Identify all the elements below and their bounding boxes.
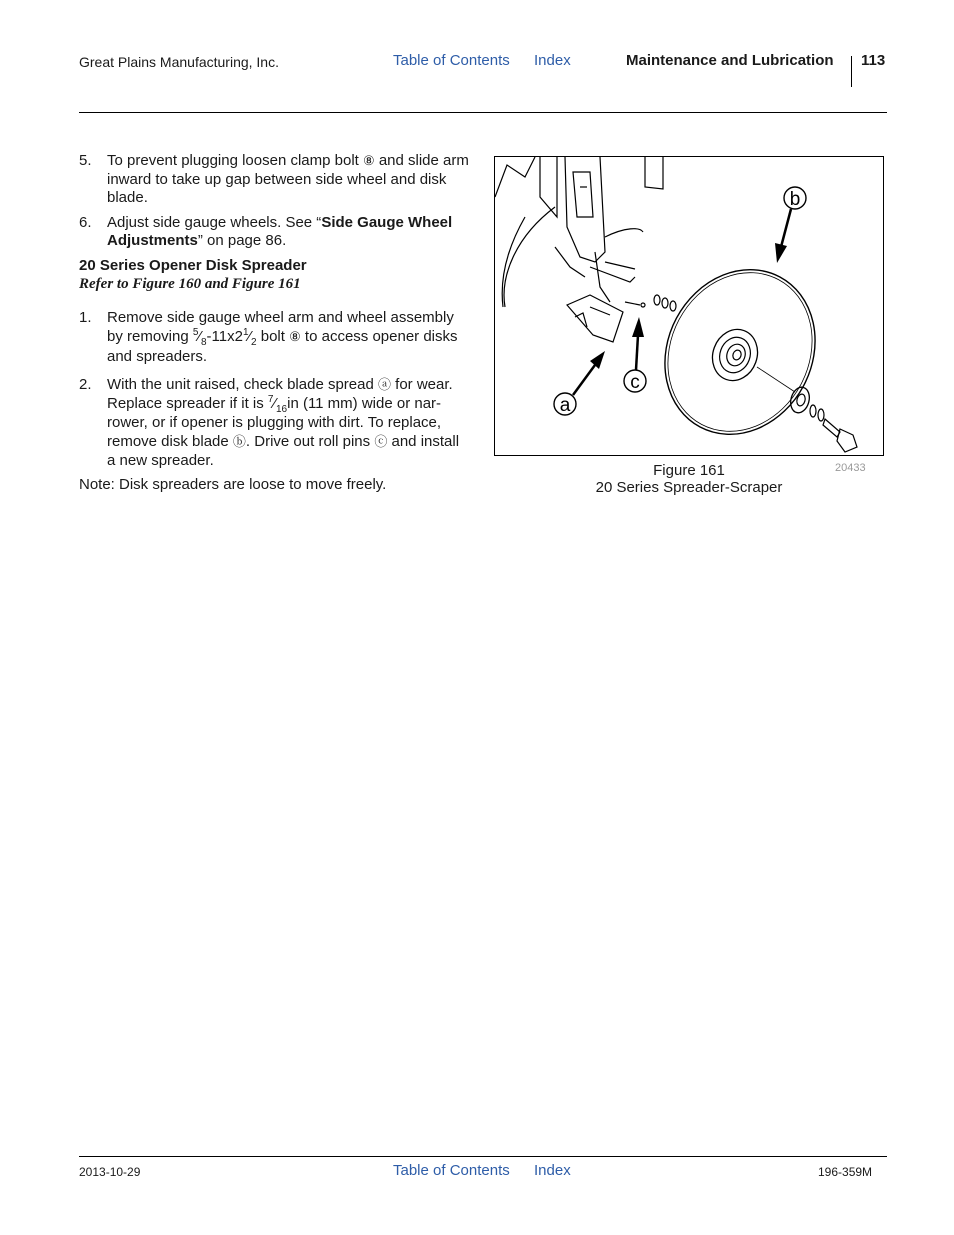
callout-a-label: a	[559, 395, 571, 416]
toc-link-footer[interactable]: Table of Contents	[393, 1162, 510, 1179]
left-column	[79, 152, 469, 495]
header-divider	[851, 56, 852, 87]
figure-caption	[494, 462, 884, 496]
step-5: 5. To prevent plugging loosen clamp bolt ⑧ and slide arm inward to take up gap between side wheel and disk blade.	[79, 152, 469, 206]
figure-title: 20 Series Spreader-Scraper	[595, 479, 783, 496]
spreader-scraper-illustration	[495, 157, 884, 456]
figure-number: Figure 161	[653, 462, 725, 479]
page-number: 113	[861, 52, 886, 69]
footer-date: 2013-10-29	[79, 1165, 141, 1179]
step-6: 6. Adjust side gauge wheels. See “Side Gauge Wheel Adjustments” on page 86.	[79, 213, 453, 249]
figure-id: 20433	[835, 462, 866, 474]
index-link-footer[interactable]: Index	[534, 1162, 571, 1179]
footer-rule	[79, 1156, 887, 1157]
callout-b-label: b	[789, 189, 801, 210]
section-title: Maintenance and Lubrication	[626, 52, 834, 69]
company-name: Great Plains Manufacturing, Inc.	[79, 54, 279, 70]
figure-reference: Refer to Figure 160 and Figure 161	[79, 276, 301, 292]
figure-161	[494, 156, 884, 456]
step-2: 2. With the unit raised, check blade spread ⓐ for wear. Replace spreader if it is $^7⁄_{16}in$ (11 mm) wide or nar-rower, or if opener is plugging with dirt. To replace, remove disk blade ⓑ. Drive out roll pins ⓒ and install a new spreader.	[79, 376, 460, 469]
header-rule	[79, 112, 887, 113]
toc-link-header[interactable]: Table of Contents	[393, 52, 510, 69]
index-link-header[interactable]: Index	[534, 52, 571, 69]
footer-doc-number: 196-359M	[818, 1165, 873, 1179]
note: Note: Disk spreaders are loose to move freely.	[79, 476, 387, 493]
callout-c-label: c	[630, 372, 640, 393]
section-heading: 20 Series Opener Disk Spreader	[79, 256, 307, 274]
step-1: 1. Remove side gauge wheel arm and wheel assembly by removing $^5⁄_8-11x2^1⁄_2$ bolt ⑧ to access opener disks and spreaders.	[79, 308, 458, 365]
